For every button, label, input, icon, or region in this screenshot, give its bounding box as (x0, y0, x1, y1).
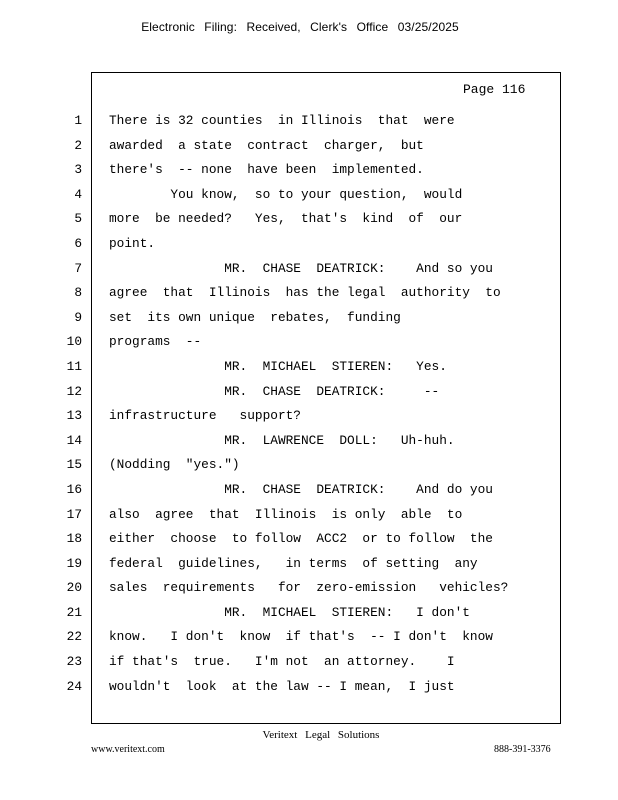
line-text: agree that Illinois has the legal authority to (109, 285, 501, 301)
line-number: 12 (66, 383, 82, 399)
line-number: 9 (74, 309, 82, 325)
line-text: programs -- (109, 334, 202, 350)
line-number: 15 (66, 457, 82, 473)
transcript-line (0, 429, 618, 454)
transcript-line (0, 355, 618, 380)
page-number: Page 116 (463, 82, 526, 97)
line-text: You know, so to your question, would (109, 186, 463, 202)
line-number: 7 (74, 260, 82, 276)
line-text: awarded a state contract charger, but (109, 137, 424, 153)
transcript-line (0, 257, 618, 282)
footer-website: www.veritext.com (91, 744, 165, 755)
transcript-line (0, 650, 618, 675)
line-text: also agree that Illinois is only able to (109, 506, 463, 522)
line-text: set its own unique rebates, funding (109, 309, 401, 325)
transcript-line (0, 601, 618, 626)
transcript-line (0, 675, 618, 700)
line-text: MR. CHASE DEATRICK: And so you (109, 260, 493, 276)
transcript-line (0, 552, 618, 577)
footer-company: Veritext Legal Solutions (262, 729, 380, 741)
transcript-line (0, 330, 618, 355)
transcript-line (0, 380, 618, 405)
line-text: know. I don't know if that's -- I don't know (109, 629, 493, 645)
line-number: 16 (66, 481, 82, 497)
line-number: 14 (66, 432, 82, 448)
line-text: there's -- none have been implemented. (109, 162, 424, 178)
line-text: MR. MICHAEL STIEREN: Yes. (109, 358, 447, 374)
footer-phone: 888-391-3376 (494, 744, 551, 755)
line-number: 24 (66, 678, 82, 694)
transcript-line (0, 625, 618, 650)
line-text: MR. MICHAEL STIEREN: I don't (109, 604, 470, 620)
transcript-line (0, 134, 618, 159)
line-number: 17 (66, 506, 82, 522)
transcript-lines (0, 109, 618, 699)
line-number: 22 (66, 629, 82, 645)
transcript-line (0, 404, 618, 429)
line-number: 18 (66, 531, 82, 547)
transcript-line (0, 109, 618, 134)
line-number: 23 (66, 654, 82, 670)
line-text: infrastructure support? (109, 408, 301, 424)
line-text: more be needed? Yes, that's kind of our (109, 211, 463, 227)
transcript-line (0, 158, 618, 183)
line-number: 19 (66, 555, 82, 571)
transcript-line (0, 527, 618, 552)
line-number: 2 (74, 137, 82, 153)
line-text: wouldn't look at the law -- I mean, I just (109, 678, 455, 694)
line-number: 13 (66, 408, 82, 424)
line-number: 20 (66, 580, 82, 596)
line-text: There is 32 counties in Illinois that were (109, 113, 455, 128)
line-text: sales requirements for zero-emission vehicles? (109, 580, 509, 596)
line-number: 21 (66, 604, 82, 620)
line-number: 4 (74, 186, 82, 202)
line-text: MR. LAWRENCE DOLL: Uh-huh. (109, 432, 455, 448)
transcript-line (0, 478, 618, 503)
transcript-line (0, 306, 618, 331)
line-text: federal guidelines, in terms of setting any (109, 555, 478, 571)
line-number: 5 (74, 211, 82, 227)
transcript-line (0, 183, 618, 208)
line-number: 1 (74, 113, 82, 128)
line-text: if that's true. I'm not an attorney. I (109, 654, 455, 670)
line-number: 6 (74, 235, 82, 251)
line-number: 10 (66, 334, 82, 350)
transcript-line (0, 503, 618, 528)
transcript-line (0, 207, 618, 232)
line-number: 8 (74, 285, 82, 301)
line-number: 11 (66, 358, 82, 374)
transcript-line (0, 232, 618, 257)
line-text: point. (109, 235, 156, 251)
filing-header: Electronic Filing: Received, Clerk's Office 03/25/2025 (141, 20, 459, 34)
line-number: 3 (74, 162, 82, 178)
transcript-line (0, 576, 618, 601)
line-text: either choose to follow ACC2 or to follow the (109, 531, 493, 547)
line-text: MR. CHASE DEATRICK: And do you (109, 481, 493, 497)
transcript-line (0, 453, 618, 478)
transcript-line (0, 281, 618, 306)
line-text: (Nodding "yes.") (109, 457, 240, 473)
line-text: MR. CHASE DEATRICK: -- (109, 383, 440, 399)
